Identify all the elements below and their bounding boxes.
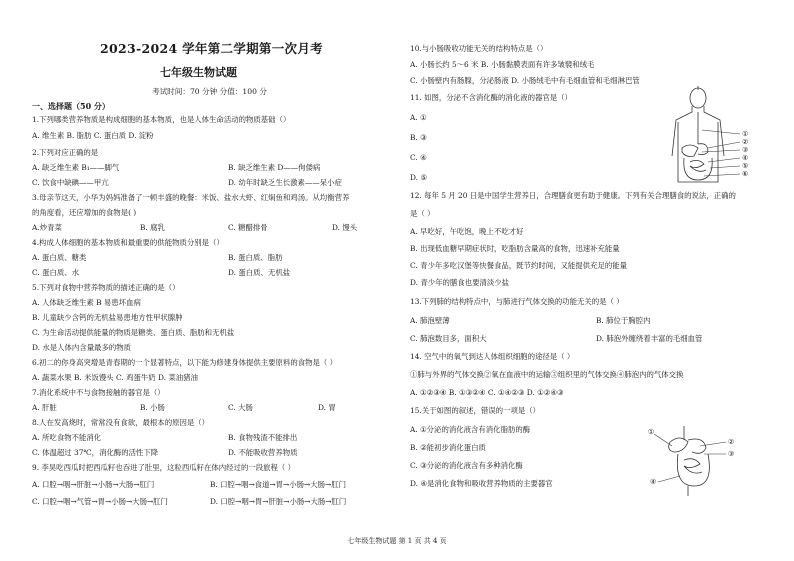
q6-stem: 6.初二的你身高突增是青春期的一个显著特点，以下能为修建身体提供主要原料的食物是（ ）: [32, 358, 338, 367]
q9-option-d: D. 口腔→咽→胃→肝脏→小肠→大肠→肛门: [210, 497, 347, 506]
q11-label-4: ④: [742, 154, 749, 162]
q2-stem: 2.下列对应正确的是: [32, 148, 99, 157]
q5-option-b: B. 儿童缺少含钙的无机盐易患地方性甲状腺肿: [32, 313, 183, 322]
q13-stem: 13.下列肺的结构特点中，与肺进行气体交换的功能无关的是（ ）: [410, 297, 624, 306]
q11-label-2: ②: [742, 138, 749, 146]
q15-stem: 15.关于如图的叙述，错误的一项是（）: [410, 406, 541, 415]
q12-option-d: D. 青少年的膳食也要清淡少盐: [410, 278, 510, 287]
q15-option-d: D. ④是消化食物和吸收营养物质的主要器官: [410, 479, 553, 488]
q3-option-a: A.炒青菜: [32, 223, 62, 232]
q13-option-d: D. 肺泡外缠绕着丰富的毛细血管: [596, 334, 703, 343]
q9-option-b: B. 口腔→咽→食道→胃→小肠→大肠→肛门: [210, 480, 346, 489]
q3-option-d: D. 馒头: [332, 223, 358, 232]
q4-stem: 4.构成人体细胞的基本物质和最重要的供能物质分别是（）: [32, 238, 224, 247]
q1-stem: 1.下列哪类营养物质是构成细胞的基本物质，也是人体生命活动的物质基础（）: [32, 115, 291, 124]
q4-option-a: A. 蛋白质、糖类: [32, 253, 87, 262]
q7-option-a: A. 肝脏: [32, 403, 57, 412]
exam-meta: 考试时间：70 分钟 分值：100 分: [152, 87, 267, 96]
q13-option-a: A. 肺泡壁薄: [410, 316, 450, 325]
q7-option-d: D. 胃: [318, 403, 336, 412]
q11-option-b: B. ③: [410, 133, 427, 142]
q8-option-a: A. 所吃食物不能消化: [32, 433, 102, 442]
q15-label-4: ④: [650, 478, 657, 486]
q14-steps: ①肺与外界的气体交换②氧在血液中的运输③组织里的气体交换④肺泡内的气体交换: [410, 370, 684, 379]
q3-option-c: C. 糖醋排骨: [228, 223, 268, 232]
q9-stem: 9. 李昊吃西瓜时把西瓜籽也吞进了肚里，这粒西瓜籽在体内经过的一段旅程（ ）: [32, 463, 296, 472]
digestive-system-torso-diagram: [668, 86, 768, 190]
q3-line1: 3.母亲节这天，小华为妈妈准备了一顿丰盛的晚餐：米饭、盐水大虾、红焖鱼和鸡汤。从均衡营养: [32, 193, 350, 202]
q13-option-c: C. 肺泡数目多，面积大: [410, 334, 487, 343]
q15-label-1: ①: [648, 428, 655, 436]
q12-line1: 12. 每年 5 月 20 日是中国学生营养日，合理膳食更有助于健康。下列有关合理膳食的说法，正确的: [410, 191, 736, 200]
q4-option-b: B. 蛋白质、脂肪: [228, 253, 283, 262]
q7-option-c: C. 大肠: [228, 403, 253, 412]
q8-option-c: C. 体温超过 37℃，消化酶的活性下降: [32, 448, 159, 457]
q11-option-a: A. ①: [410, 113, 427, 122]
q2-option-c: C. 饮食中缺碘——甲亢: [32, 178, 109, 187]
section-heading: 一、选择题（50 分）: [32, 101, 110, 111]
q6-options: A. 蔬菜水果 B. 米饭馒头 C. 鸡蛋牛奶 D. 菜油猪油: [32, 373, 198, 382]
q1-options: A. 维生素 B. 脂肪 C. 蛋白质 D. 淀粉: [32, 131, 154, 140]
q8-option-d: D. 不能吸收营养物质: [228, 448, 298, 457]
q12-line2: 是（ ）: [410, 209, 435, 218]
q3-option-b: B. 腐乳: [140, 223, 165, 232]
q5-option-a: A. 人体缺乏维生素 B 易患坏血病: [32, 298, 141, 307]
q11-label-6: ⑥: [742, 170, 749, 178]
q12-option-a: A. 早吃好，午吃饱，晚上不吃才好: [410, 227, 524, 236]
q15-option-c: C. ③分泌的消化液含有多种消化酶: [410, 461, 523, 470]
q10-options-cd: C. 小肠壁内有肠腺，分泌肠液 D. 小肠绒毛中有毛细血管和毛细淋巴管: [410, 76, 640, 85]
digestive-organs-diagram: [648, 424, 748, 502]
q2-option-d: D. 幼年时缺乏生长激素——呆小症: [228, 178, 342, 187]
q4-option-c: C. 蛋白质、水: [32, 268, 80, 277]
q3-line2: 的角度看，还应增加的食物是( ): [32, 208, 137, 217]
q13-option-b: B. 肺位于胸腔内: [596, 316, 651, 325]
q2-option-a: A. 缺乏维生素 B₁——脚气: [32, 163, 120, 172]
q10-stem: 10.与小肠吸收功能无关的结构特点是（）: [410, 44, 548, 53]
q14-options: A. ①②③④ B. ①③②④ C. ①④②③ D. ①②④③: [410, 388, 564, 397]
q15-option-b: B. ②能初步消化蛋白质: [410, 443, 486, 452]
q5-option-c: C. 为生命活动提供能量的物质是糖类、蛋白质、脂肪和无机盐: [32, 328, 235, 337]
q8-stem: 8.人在发高烧时，常常没有食欲，最根本的原因是（）: [32, 418, 210, 427]
exam-subtitle: 七年级生物试题: [160, 66, 237, 79]
q5-option-d: D. 水是人体内含量最多的物质: [32, 343, 132, 352]
q4-option-d: D. 蛋白质、无机盐: [228, 268, 291, 277]
q7-option-b: B. 小肠: [140, 403, 165, 412]
q12-option-b: B. 出现低血糖早期症状时，吃脂肪含量高的食物，迅速补充能量: [410, 244, 620, 253]
q11-option-c: C. ④: [410, 153, 427, 162]
q11-label-1: ①: [742, 130, 749, 138]
q15-label-3: ③: [728, 450, 735, 458]
q9-option-c: C. 口腔→咽→气管→胃→小肠→大肠→肛门: [32, 497, 168, 506]
q2-option-b: B. 缺乏维生素 D——佝偻病: [228, 163, 321, 172]
q11-label-3: ③: [742, 146, 749, 154]
q10-options-ab: A. 小肠长约 5～6 米 B. 小肠黏膜表面有许多皱襞和绒毛: [410, 60, 595, 69]
q15-option-a: A. ①分泌的消化液含有消化脂肪的酶: [410, 425, 531, 434]
q14-stem: 14. 空气中的氧气到达人体组织细胞的途径是（ ）: [410, 352, 575, 361]
q9-option-a: A. 口腔→咽→肝脏→小肠→大肠→肛门: [32, 480, 155, 489]
q11-stem: 11. 如图，分泌不含消化酶的消化液的器官是（）: [410, 93, 572, 102]
q5-stem: 5.下列对食物中营养物质的描述正确的是（）: [32, 283, 180, 292]
q12-option-c: C. 青少年多吃汉堡等快餐食品，既节约时间，又能提供充足的能量: [410, 261, 628, 270]
page-footer: 七年级生物试题 第 1 页 共 4 页: [347, 537, 447, 545]
exam-title: 2023-2024 学年第二学期第一次月考: [100, 41, 323, 56]
q15-label-2: ②: [728, 438, 735, 446]
q11-option-d: D. ⑤: [410, 173, 427, 182]
q11-label-5: ⑤: [742, 162, 749, 170]
q7-stem: 7.消化系统中不与食物接触的器官是（）: [32, 388, 165, 397]
q8-option-b: B. 食物残渣不能排出: [228, 433, 298, 442]
